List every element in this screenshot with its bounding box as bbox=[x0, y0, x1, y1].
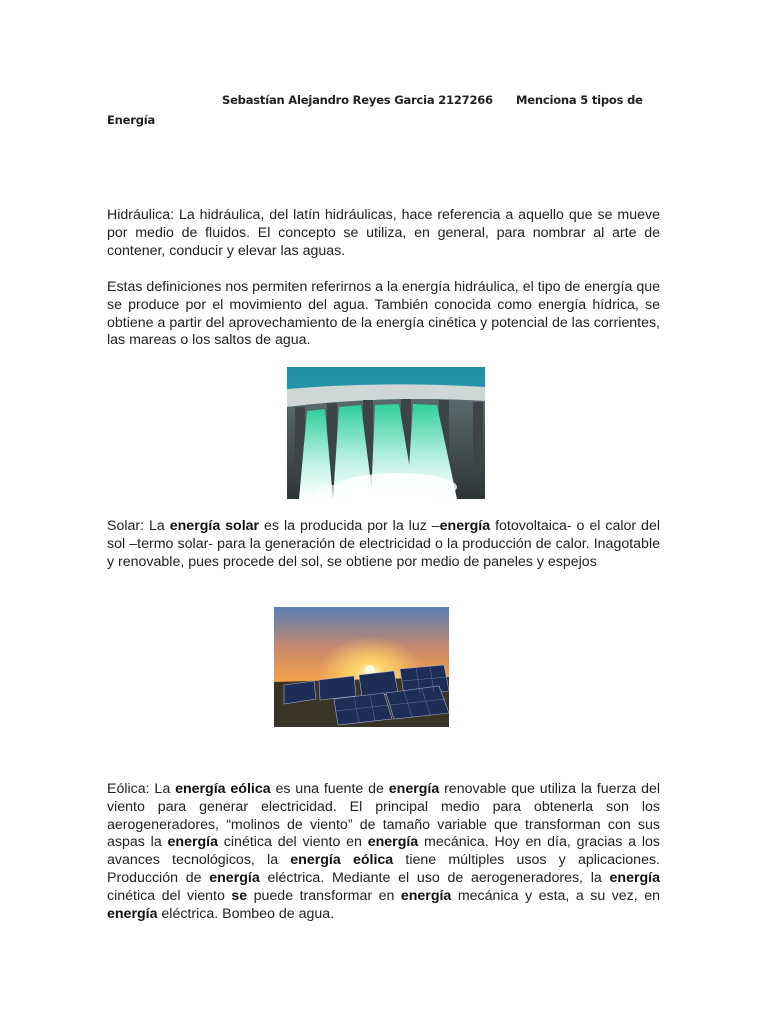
solar-panel-photo bbox=[274, 607, 449, 727]
solar-paragraph: Solar: La energía solar es la producida por la luz –energía fotovoltaica- o el calor del sol –termo solar- para la generación de electricidad o la producción de calor. Inagotable y renovable, pues procede del sol, se obtiene por medio de paneles y espejos bbox=[107, 518, 660, 570]
hidraulica-paragraph-2: Estas definiciones nos permiten referirnos a la energía hidráulica, el tipo de energía que se produce por el movimiento del agua. También conocida como energía hídrica, se obtiene a partir del aprovechamiento de la energía cinética y potencial de las corrientes, las mareas o los saltos de agua. bbox=[107, 279, 660, 349]
hidraulica-paragraph-1: Hidráulica: La hidráulica, del latín hidráulicas, hace referencia a aquello que se mueve por medio de fluidos. El concepto se utiliza, en general, para nombrar al arte de contener, conducir y elevar las aguas. bbox=[107, 207, 660, 259]
assignment-title-continued: Energía bbox=[107, 113, 156, 127]
assignment-title: Menciona 5 tipos de bbox=[516, 93, 643, 107]
dam-photo bbox=[287, 367, 485, 499]
author-name: Sebastían Alejandro Reyes Garcia 2127266 bbox=[222, 93, 493, 107]
eolica-paragraph: Eólica: La energía eólica es una fuente de energía renovable que utiliza la fuerza del viento para generar electricidad. El principal medio para obtenerla son los aerogeneradores, “molinos de viento” de tamaño variable que transforman con sus aspas la energía cinética del viento en energía mecánica. Hoy en día, gracias a los avances tecnológicos, la energía eólica tiene múltiples usos y aplicaciones. Producción de energía eléctrica. Mediante el uso de aerogeneradores, la energía cinética del viento se puede transformar en energía mecánica y esta, a su vez, en energía eléctrica. Bombeo de agua. bbox=[107, 781, 660, 922]
